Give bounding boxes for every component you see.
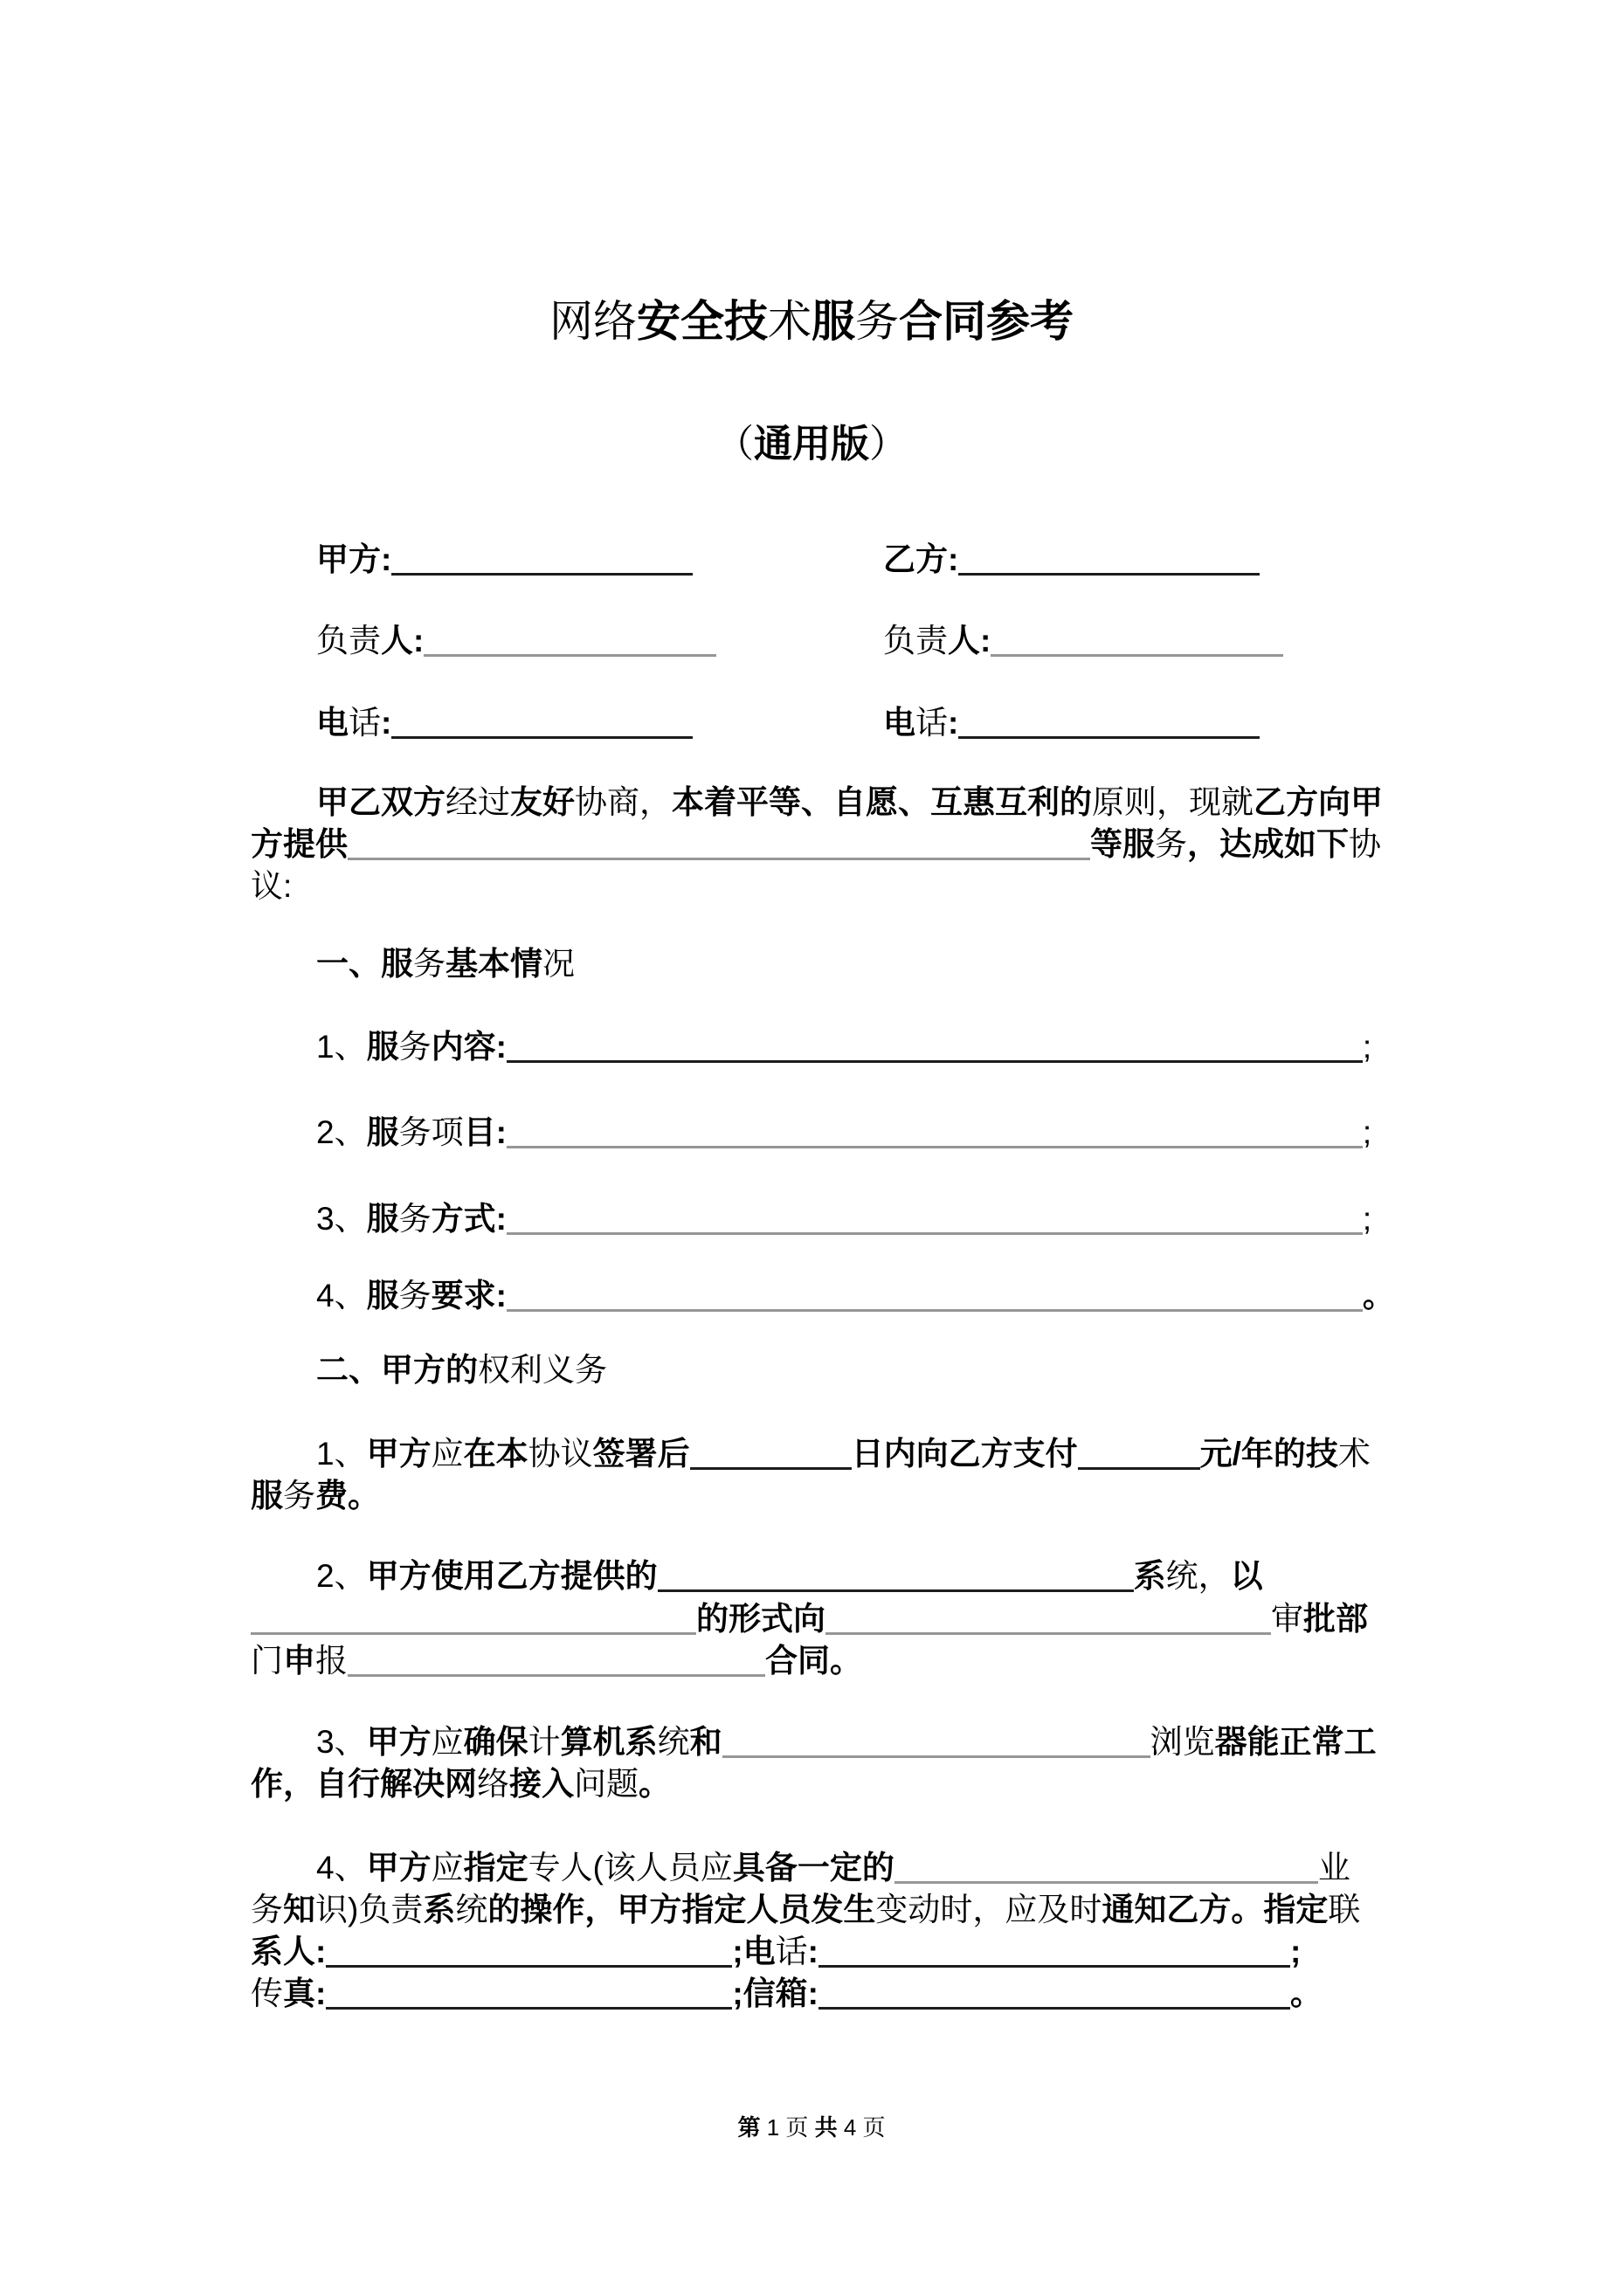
text-segment: 甲方: xyxy=(316,541,392,577)
text-segment: 甲方 xyxy=(366,1724,432,1760)
text-segment: 服 xyxy=(366,1201,399,1237)
text-segment: 乙方向甲 xyxy=(1254,784,1383,820)
s2-clause3-line1 xyxy=(316,1726,1377,1758)
text-segment: 通知乙方。指定 xyxy=(1102,1892,1329,1927)
text-segment: 接入 xyxy=(509,1766,574,1802)
blank-field xyxy=(894,1879,1318,1884)
text-segment: 合同。 xyxy=(765,1643,862,1679)
text-segment: 电 xyxy=(883,705,915,741)
preamble-line-3 xyxy=(251,870,292,902)
preamble-line-1 xyxy=(316,786,1383,818)
text-segment: 业 xyxy=(1317,1850,1350,1886)
text-segment: 问题 xyxy=(574,1766,639,1802)
text-segment: 务 xyxy=(398,1114,432,1150)
text-segment: 话 xyxy=(915,705,948,741)
text-segment: 服 xyxy=(812,297,855,346)
text-segment: 内容: xyxy=(431,1029,507,1065)
text-segment: ; xyxy=(1362,1029,1372,1065)
s2-clause4-line2 xyxy=(251,1893,1360,1926)
text-segment: 3、 xyxy=(316,1201,367,1237)
text-segment: 。 xyxy=(1362,1278,1395,1313)
text-segment: 本着平等、自愿、互惠互利的 xyxy=(672,784,1092,820)
blank-field xyxy=(825,1631,1271,1635)
text-segment: （ xyxy=(715,423,754,465)
text-segment: 的操作，甲方指定人员发生 xyxy=(487,1892,876,1927)
doc-title xyxy=(0,297,1623,346)
text-segment: 话 xyxy=(775,1934,808,1969)
blank-field xyxy=(818,2005,1290,2010)
text-segment: 4 xyxy=(843,2114,863,2141)
text-segment: 务 xyxy=(398,1278,432,1313)
text-segment: 统， xyxy=(1165,1558,1231,1594)
s2-clause1-line1 xyxy=(316,1438,1371,1470)
text-segment: 服 xyxy=(366,1114,399,1150)
text-segment: 真: xyxy=(283,1975,327,2011)
text-segment: 务 xyxy=(398,1029,432,1065)
text-segment: 统 xyxy=(455,1892,488,1927)
blank-field xyxy=(424,652,716,657)
text-segment: 协商， xyxy=(575,784,672,820)
text-segment: 批部 xyxy=(1303,1601,1368,1637)
text-segment: 系 xyxy=(423,1892,456,1927)
text-segment: ） xyxy=(869,423,908,465)
text-segment: 一、服 xyxy=(316,946,413,982)
text-segment: 联 xyxy=(1328,1892,1361,1927)
blank-field xyxy=(391,571,693,576)
text-segment: 甲乙双方 xyxy=(316,784,445,820)
text-segment: 共 xyxy=(814,2114,844,2141)
text-segment: 传 xyxy=(251,1975,283,2011)
text-segment: 务 xyxy=(855,297,899,346)
text-segment: 页 xyxy=(785,2114,815,2141)
page-footer xyxy=(0,2116,1623,2139)
text-segment: 算机系 xyxy=(560,1724,658,1760)
blank-field xyxy=(658,1588,1134,1592)
text-segment: 门 xyxy=(251,1643,283,1679)
blank-field xyxy=(391,734,693,739)
text-segment: 甲方 xyxy=(366,1850,432,1886)
s2-clause1-line2 xyxy=(251,1479,380,1512)
service-item-1 xyxy=(316,1031,1371,1063)
doc-subtitle xyxy=(0,425,1623,464)
text-segment: 浏览 xyxy=(1150,1724,1215,1760)
text-segment: 。 xyxy=(1289,1975,1323,2011)
text-segment: 元/年的技 xyxy=(1199,1436,1338,1472)
text-segment: 器能正常工 xyxy=(1214,1724,1377,1760)
text-segment: 负责 xyxy=(883,623,948,658)
text-segment: 指定 xyxy=(463,1850,528,1886)
text-segment: 协议 xyxy=(528,1436,593,1472)
text-segment: : xyxy=(807,1934,818,1969)
text-segment: 的形式向 xyxy=(696,1601,825,1637)
text-segment: ; xyxy=(1362,1201,1372,1237)
text-segment: 经过 xyxy=(445,784,510,820)
text-segment: 要求: xyxy=(431,1278,507,1313)
s2-clause2-line2 xyxy=(251,1603,1368,1635)
text-segment: 原则，现就 xyxy=(1092,784,1254,820)
blank-field xyxy=(818,1963,1290,1968)
blank-field xyxy=(958,734,1260,739)
text-segment: 话 xyxy=(349,705,381,741)
text-segment: 1、 xyxy=(316,1029,367,1065)
text-segment: 2、 xyxy=(316,1558,367,1594)
text-segment: : xyxy=(948,705,959,741)
text-segment: 负责 xyxy=(316,623,381,658)
text-segment: 申 xyxy=(283,1643,315,1679)
blank-field xyxy=(507,1231,1363,1235)
blank-field xyxy=(326,1963,732,1968)
text-segment: 况 xyxy=(542,946,575,982)
text-segment: 识)负责 xyxy=(315,1892,424,1927)
text-segment: 目: xyxy=(463,1114,507,1150)
principal-a-field xyxy=(316,624,716,657)
preamble-line-2 xyxy=(251,828,1381,860)
text-segment: 确保 xyxy=(463,1724,528,1760)
text-segment: 统 xyxy=(657,1724,690,1760)
party-a-field xyxy=(316,543,693,576)
text-segment: 4、 xyxy=(316,1278,367,1313)
s2-clause2-line1 xyxy=(316,1560,1263,1592)
text-segment: 务 xyxy=(283,1478,315,1513)
service-item-2 xyxy=(316,1116,1371,1148)
text-segment: 方提供 xyxy=(251,826,348,862)
service-item-4 xyxy=(316,1279,1395,1312)
text-segment: ;信箱: xyxy=(732,1975,818,2011)
text-segment: 3、 xyxy=(316,1724,367,1760)
blank-field xyxy=(348,1672,765,1677)
text-segment: 服 xyxy=(251,1478,283,1513)
text-segment: 应 xyxy=(431,1436,464,1472)
text-segment: 等服 xyxy=(1090,826,1155,862)
text-segment: 页 xyxy=(862,2114,886,2141)
text-segment: 报 xyxy=(315,1643,348,1679)
text-segment: 作，自行解决网 xyxy=(251,1766,477,1802)
text-segment: 务 xyxy=(1155,826,1187,862)
phone-b-field xyxy=(883,707,1260,739)
text-segment: 系 xyxy=(1133,1558,1166,1594)
text-segment: 务 xyxy=(413,946,445,982)
section-2-heading xyxy=(316,1354,607,1386)
text-segment: 在本 xyxy=(463,1436,528,1472)
text-segment: 权利义务 xyxy=(478,1352,607,1388)
text-segment: 务 xyxy=(251,1892,283,1927)
blank-field xyxy=(690,1465,852,1470)
text-segment: 应 xyxy=(431,1724,464,1760)
text-segment: 项 xyxy=(431,1114,464,1150)
text-segment: 术 xyxy=(1337,1436,1371,1472)
principal-b-field xyxy=(883,624,1283,657)
text-segment: 通用版 xyxy=(754,423,869,465)
text-segment: 方式: xyxy=(431,1201,507,1237)
text-segment: 务 xyxy=(398,1201,432,1237)
text-segment: 服 xyxy=(366,1278,399,1313)
blank-field xyxy=(958,571,1260,576)
text-segment: : xyxy=(381,705,392,741)
text-segment: 术 xyxy=(768,297,812,346)
blank-field xyxy=(507,1058,1363,1063)
text-segment: 合同参考 xyxy=(899,297,1074,346)
text-segment: 基本情 xyxy=(445,946,542,982)
text-segment: 网络 xyxy=(549,297,637,346)
text-segment: 以 xyxy=(1230,1558,1263,1594)
text-segment: 协 xyxy=(1349,826,1381,862)
blank-field xyxy=(722,1754,1150,1758)
text-segment: 服 xyxy=(366,1029,399,1065)
blank-field xyxy=(991,652,1283,657)
s2-clause4-line1 xyxy=(316,1851,1350,1884)
s2-clause4-line4 xyxy=(251,1977,1323,2010)
text-segment: 络 xyxy=(477,1766,509,1802)
blank-field xyxy=(326,2005,732,2010)
text-segment: 签署后 xyxy=(592,1436,690,1472)
text-segment: 日内向乙方支付 xyxy=(851,1436,1078,1472)
s2-clause2-line3 xyxy=(251,1644,862,1677)
text-segment: 具备一定的 xyxy=(732,1850,894,1886)
text-segment: 4、 xyxy=(316,1850,367,1886)
text-segment: 1 xyxy=(766,2114,786,2141)
text-segment: 人: xyxy=(381,623,425,658)
text-segment: 计 xyxy=(528,1724,561,1760)
text-segment: 乙方: xyxy=(883,541,959,577)
text-segment: 。 xyxy=(639,1766,671,1802)
blank-field xyxy=(507,1307,1363,1312)
text-segment: ; xyxy=(1362,1114,1372,1150)
text-segment: 安全技 xyxy=(637,297,768,346)
text-segment: 和 xyxy=(689,1724,722,1760)
text-segment: 知 xyxy=(283,1892,315,1927)
text-segment: 2、 xyxy=(316,1114,367,1150)
text-segment: 费。 xyxy=(315,1478,380,1513)
text-segment: 应 xyxy=(431,1850,464,1886)
s2-clause4-line3 xyxy=(251,1935,1301,1968)
text-segment: 甲方 xyxy=(366,1436,432,1472)
section-1-heading xyxy=(316,948,575,980)
text-segment: 议: xyxy=(251,868,293,904)
text-segment: 友好 xyxy=(510,784,575,820)
text-segment: 人: xyxy=(948,623,991,658)
blank-field xyxy=(251,1631,696,1635)
text-segment: 1、 xyxy=(316,1436,367,1472)
text-segment: 审 xyxy=(1271,1601,1303,1637)
text-segment: ;电 xyxy=(732,1934,776,1969)
text-segment: 第 xyxy=(737,2114,767,2141)
text-segment: 变动时，应及时 xyxy=(875,1892,1102,1927)
phone-a-field xyxy=(316,707,693,739)
blank-field xyxy=(348,856,1090,860)
text-segment: 甲方使用乙方提供的 xyxy=(366,1558,658,1594)
text-segment: 专人(该人员应 xyxy=(528,1850,733,1886)
blank-field xyxy=(507,1144,1363,1148)
party-b-field xyxy=(883,543,1260,576)
text-segment: 电 xyxy=(316,705,349,741)
text-segment: 二、甲方的 xyxy=(316,1352,478,1388)
service-item-3 xyxy=(316,1203,1371,1235)
s2-clause3-line2 xyxy=(251,1768,671,1800)
blank-field xyxy=(1078,1465,1200,1470)
text-segment: 系人: xyxy=(251,1934,327,1969)
text-segment: ，达成如下 xyxy=(1187,826,1349,862)
text-segment: ; xyxy=(1289,1934,1302,1969)
